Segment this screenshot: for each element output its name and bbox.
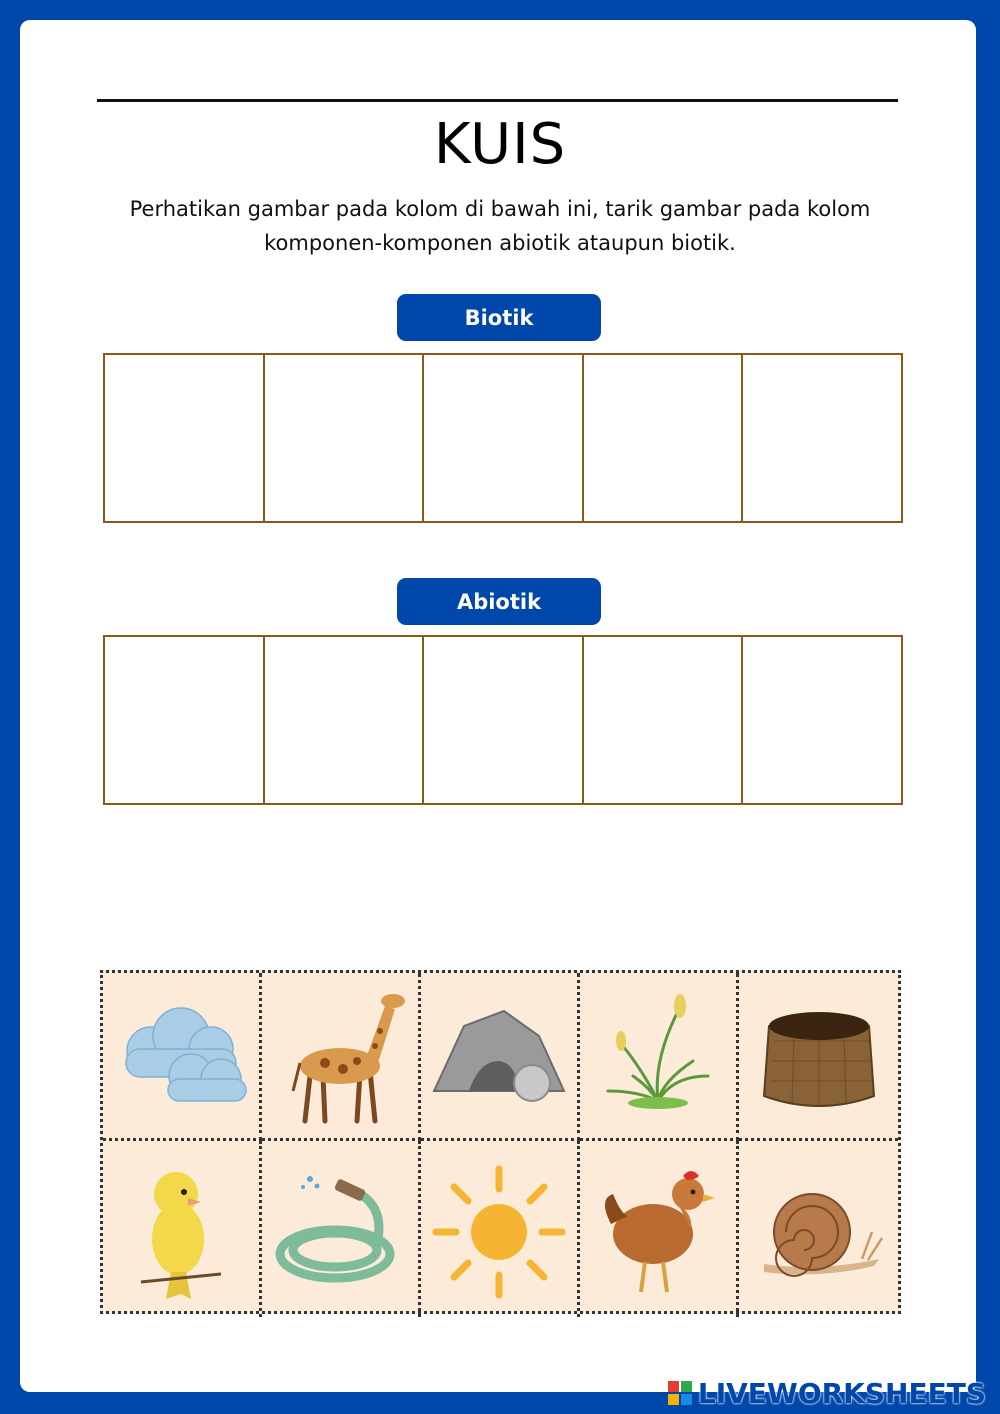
giraffe-icon bbox=[265, 981, 415, 1131]
card-hose[interactable] bbox=[262, 1141, 421, 1317]
card-soil-sack[interactable] bbox=[739, 973, 898, 1141]
biotik-slot-2[interactable] bbox=[265, 355, 425, 521]
cloud-icon bbox=[106, 981, 256, 1131]
card-chicken[interactable] bbox=[580, 1141, 739, 1317]
bird-icon bbox=[106, 1154, 256, 1304]
biotik-slot-1[interactable] bbox=[105, 355, 265, 521]
title-rule bbox=[97, 99, 898, 102]
chicken-icon bbox=[583, 1154, 733, 1304]
biotik-label: Biotik bbox=[397, 294, 601, 341]
grass-icon bbox=[583, 981, 733, 1131]
card-giraffe[interactable] bbox=[262, 973, 421, 1141]
abiotik-slot-4[interactable] bbox=[584, 637, 744, 803]
abiotik-slot-3[interactable] bbox=[424, 637, 584, 803]
liveworksheets-logo-icon bbox=[668, 1381, 694, 1407]
brand-name: LIVEWORKSHEETS bbox=[697, 1377, 986, 1410]
abiotik-label: Abiotik bbox=[397, 578, 601, 625]
card-sun[interactable] bbox=[421, 1141, 580, 1317]
sun-icon bbox=[424, 1154, 574, 1304]
biotik-slot-3[interactable] bbox=[424, 355, 584, 521]
abiotik-slot-2[interactable] bbox=[265, 637, 425, 803]
card-rock[interactable] bbox=[421, 973, 580, 1141]
rock-icon bbox=[424, 981, 574, 1131]
abiotik-drop-zone bbox=[103, 635, 903, 805]
soil-sack-icon bbox=[744, 981, 894, 1131]
hose-icon bbox=[265, 1154, 415, 1304]
biotik-slot-5[interactable] bbox=[743, 355, 901, 521]
card-grass[interactable] bbox=[580, 973, 739, 1141]
brand-logo bbox=[668, 1377, 986, 1410]
abiotik-slot-1[interactable] bbox=[105, 637, 265, 803]
draggable-cards-grid bbox=[100, 970, 901, 1314]
biotik-slot-4[interactable] bbox=[584, 355, 744, 521]
card-cloud[interactable] bbox=[103, 973, 262, 1141]
instruction-text: Perhatikan gambar pada kolom di bawah ini, tarik gambar pada kolom komponen-komponen abiotik ataupun biotik. bbox=[129, 197, 871, 255]
biotik-drop-zone bbox=[103, 353, 903, 523]
snail-icon bbox=[744, 1154, 894, 1304]
card-snail[interactable] bbox=[739, 1141, 898, 1317]
abiotik-slot-5[interactable] bbox=[743, 637, 901, 803]
page-title: KUIS bbox=[433, 112, 567, 177]
card-bird[interactable] bbox=[103, 1141, 262, 1317]
